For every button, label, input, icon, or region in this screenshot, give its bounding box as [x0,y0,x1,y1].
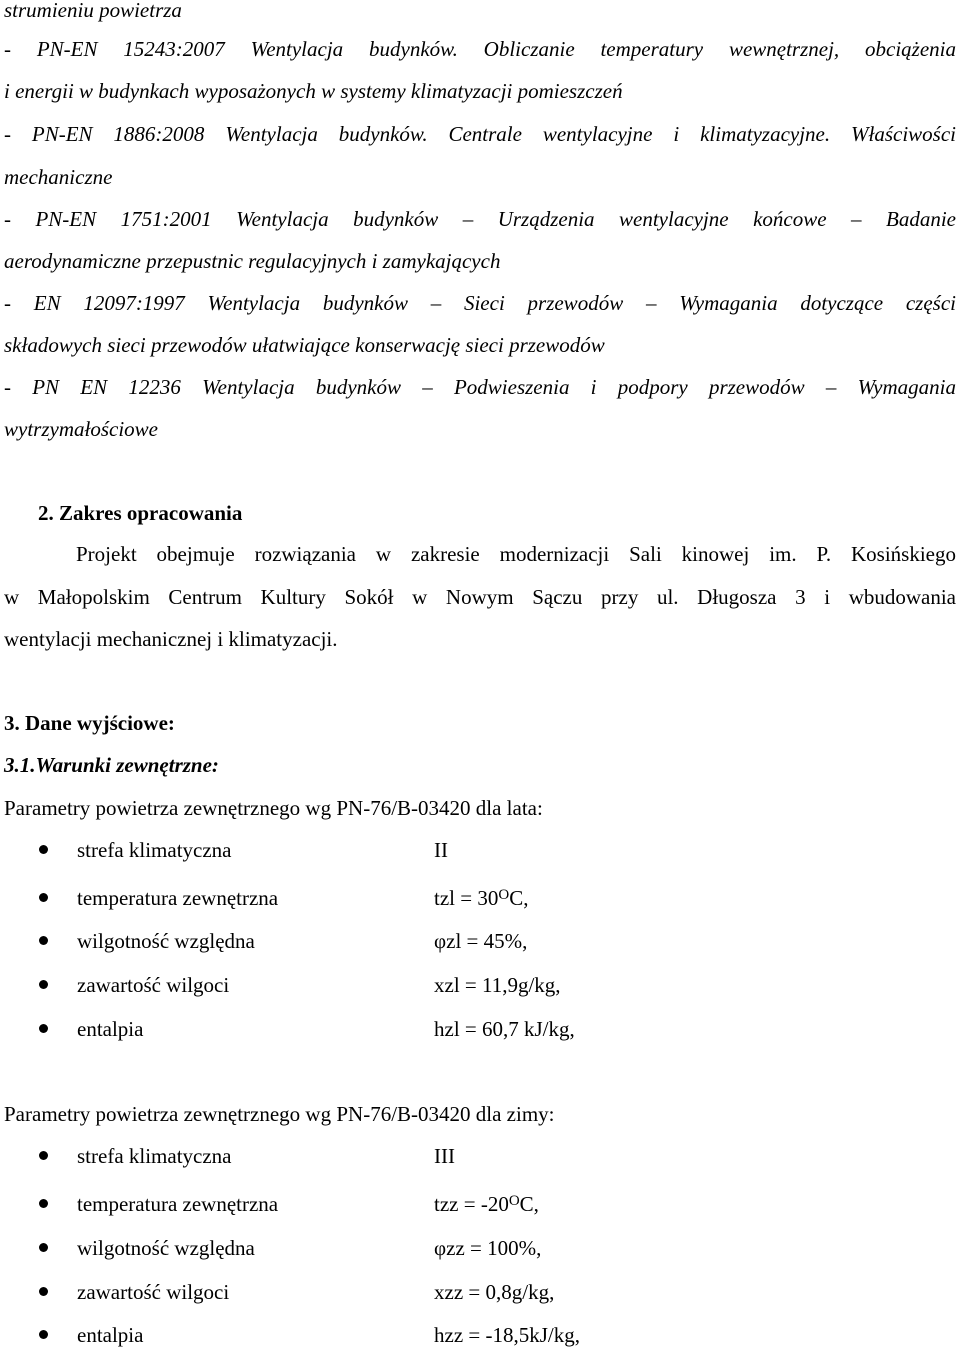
bullet-icon [39,893,48,902]
standards-line-8: - EN 12097:1997 Wentylacja budynków – Sieci przewodów – Wymagania dotyczące części [4,291,956,315]
param-value: xzz = 0,8g/kg, [434,1280,555,1304]
bullet-icon [39,1287,48,1296]
list-item [0,1191,960,1217]
param-label: strefa klimatyczna [77,1144,232,1168]
section-2-paragraph-line-3: wentylacji mechanicznej i klimatyzacji. [4,627,338,651]
param-value-unit: C, [519,1192,539,1216]
standards-line-11: wytrzymałościowe [4,417,158,441]
list-item [0,885,960,911]
list-item [0,1016,960,1042]
list-item [0,1143,960,1169]
degree-superscript: O [498,887,510,903]
param-label: strefa klimatyczna [77,838,232,862]
standards-line-6: - PN-EN 1751:2001 Wentylacja budynków – Urządzenia wentylacyjne końcowe – Badanie [4,207,956,231]
summer-params-intro: Parametry powietrza zewnętrznego wg PN-76/B-03420 dla lata: [4,796,543,820]
bullet-icon [39,1243,48,1252]
param-value-unit: C, [509,886,529,910]
param-label: zawartość wilgoci [77,1280,230,1304]
param-label: temperatura zewnętrzna [77,886,279,910]
param-label: wilgotność względna [77,1236,255,1260]
standards-line-2: - PN-EN 15243:2007 Wentylacja budynków. Obliczanie temperatury wewnętrznej, obciążenia [4,37,956,61]
param-value-main: tzl = 30 [434,886,499,910]
standards-line-5: mechaniczne [4,165,113,189]
list-item [0,1279,960,1305]
param-label: wilgotność względna [77,929,255,953]
param-value: φzz = 100%, [434,1236,542,1260]
param-label: entalpia [77,1323,144,1347]
param-value: III [434,1144,455,1168]
param-value: II [434,838,448,862]
section-2-paragraph-line-1: Projekt obejmuje rozwiązania w zakresie modernizacji Sali kinowej im. P. Kosińskiego [76,542,956,566]
standards-line-4: - PN-EN 1886:2008 Wentylacja budynków. Centrale wentylacyjne i klimatyzacyjne. Właściwości [4,122,956,146]
param-label: entalpia [77,1017,144,1041]
section-2-paragraph-line-2: w Małopolskim Centrum Kultury Sokół w Nowym Sączu przy ul. Długosza 3 i wbudowania [4,585,956,609]
section-3-1-subheading: 3.1.Warunki zewnętrzne: [4,753,219,777]
standards-line-3: i energii w budynkach wyposażonych w systemy klimatyzacji pomieszczeń [4,79,623,103]
bullet-icon [39,980,48,989]
section-2-heading: 2. Zakres opracowania [38,501,243,525]
list-item [0,837,960,863]
param-value-main: tzz = -20 [434,1192,509,1216]
param-value: φzl = 45%, [434,929,528,953]
list-item [0,1235,960,1261]
standards-line-10: - PN EN 12236 Wentylacja budynków – Podwieszenia i podpory przewodów – Wymagania [4,375,956,399]
param-value [434,1191,539,1217]
bullet-icon [39,1024,48,1033]
section-3-heading: 3. Dane wyjściowe: [4,711,175,735]
bullet-icon [39,1199,48,1208]
param-value: xzl = 11,9g/kg, [434,973,561,997]
bullet-icon [39,1151,48,1160]
param-value [434,885,528,911]
list-item [0,1322,960,1348]
param-value: hzl = 60,7 kJ/kg, [434,1017,575,1041]
standards-line-9: składowych sieci przewodów ułatwiające konserwację sieci przewodów [4,333,605,357]
bullet-icon [39,936,48,945]
bullet-icon [39,845,48,854]
standards-line-7: aerodynamiczne przepustnic regulacyjnych i zamykających [4,249,501,273]
list-item [0,928,960,954]
standards-line-1: strumieniu powietrza [4,0,182,22]
param-label: zawartość wilgoci [77,973,230,997]
param-label: temperatura zewnętrzna [77,1192,279,1216]
degree-superscript: O [508,1193,520,1209]
list-item [0,972,960,998]
bullet-icon [39,1330,48,1339]
param-value: hzz = -18,5kJ/kg, [434,1323,580,1347]
winter-params-intro: Parametry powietrza zewnętrznego wg PN-76/B-03420 dla zimy: [4,1102,555,1126]
